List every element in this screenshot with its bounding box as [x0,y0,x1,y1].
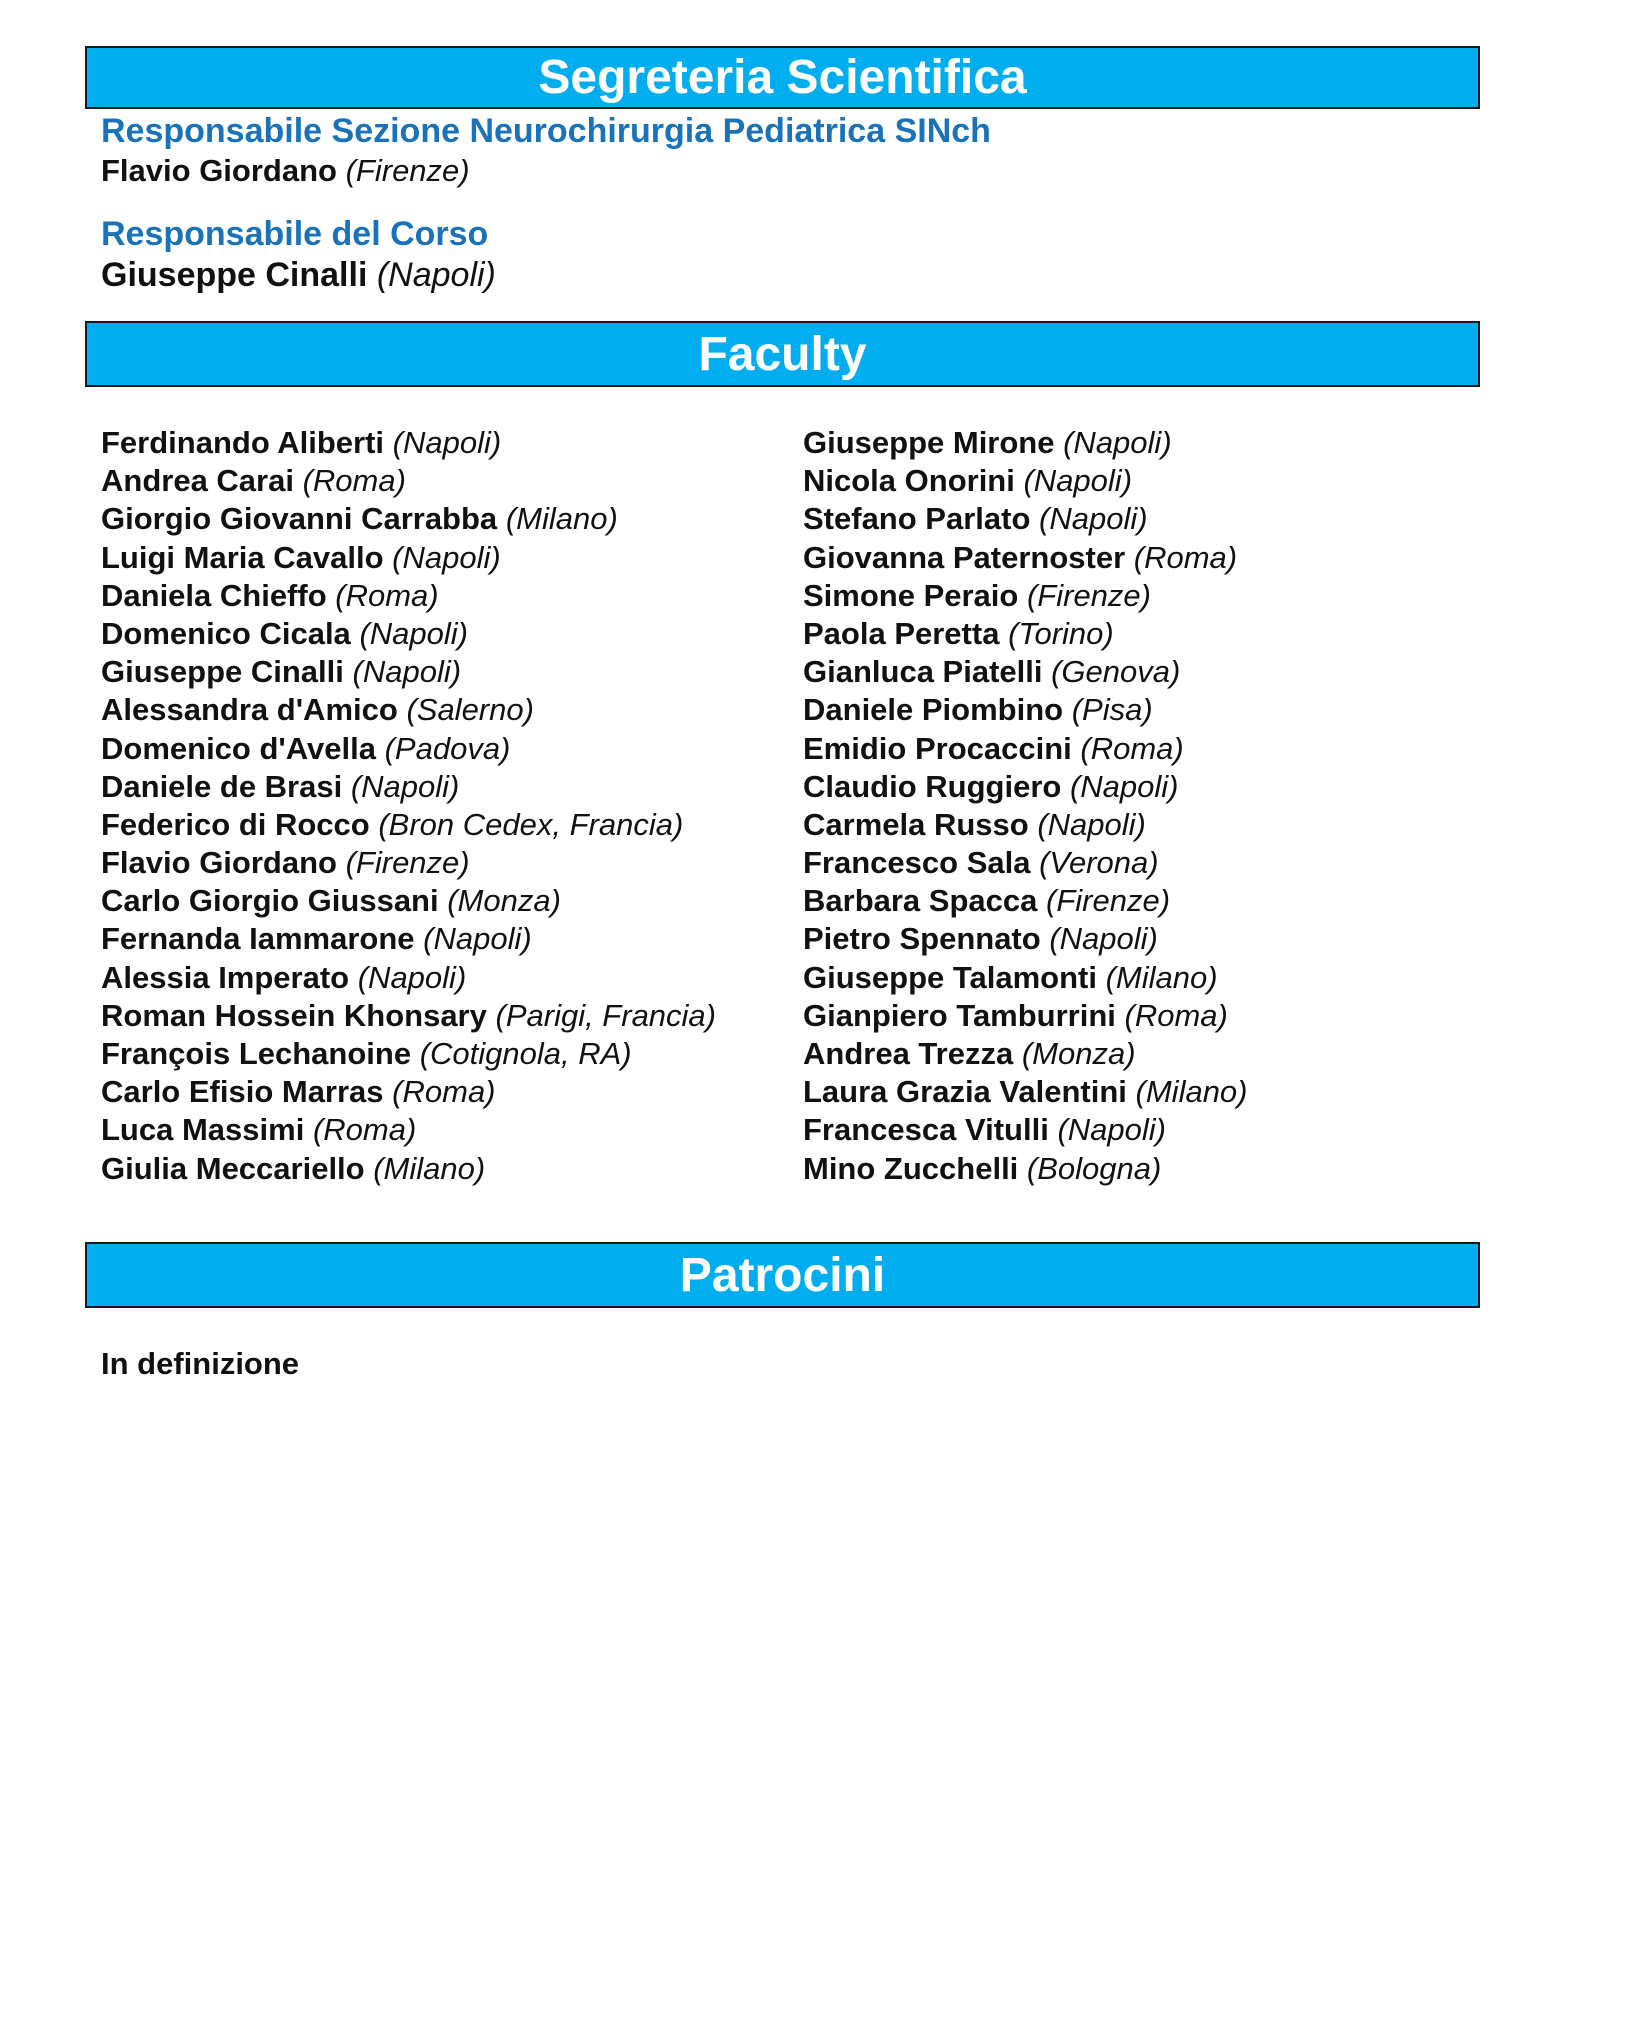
faculty-member-city: (Napoli) [352,654,462,690]
faculty-member [803,882,1248,920]
faculty-member [101,615,716,653]
faculty-heading [85,321,1480,387]
faculty-member-name: Giuseppe Talamonti [803,959,1097,995]
faculty-member-city: (Milano) [1105,959,1218,995]
patrocini-heading-text: Patrocini [679,1248,886,1302]
faculty-member-city: (Torino) [1008,615,1114,651]
faculty-member [803,1150,1248,1188]
faculty-member-city: (Napoli) [1063,425,1172,460]
faculty-member [803,959,1248,997]
faculty-member [803,1035,1248,1073]
faculty-member [101,730,716,768]
faculty-member-city: (Cotignola, RA) [419,1036,632,1071]
patrocini-status: In definizione [101,1346,300,1381]
faculty-member-name: Roman Hossein Khonsary [101,997,487,1033]
faculty-member-name: Daniela Chieffo [101,577,327,613]
segreteria-heading [85,46,1480,109]
faculty-member-name: Alessia Imperato [101,959,350,995]
faculty-member-city: (Roma) [1133,539,1238,575]
faculty-member-city: (Firenze) [1046,883,1171,919]
faculty-member [101,577,716,615]
faculty-member-city: (Roma) [312,1112,417,1148]
faculty-member-city: (Milano) [1135,1074,1248,1110]
faculty-member [101,691,716,729]
faculty-member [101,1073,716,1111]
faculty-member [803,653,1248,691]
faculty-member-name: Luigi Maria Cavallo [101,539,384,575]
faculty-member [803,691,1248,729]
faculty-member [101,768,716,806]
faculty-member-name: Andrea Carai [101,463,294,499]
faculty-member-city: (Napoli) [423,921,532,957]
faculty-member-city: (Napoli) [1057,1112,1166,1148]
faculty-member [803,730,1248,768]
faculty-member [803,920,1248,958]
faculty-member [101,462,716,500]
faculty-member-name: Nicola Onorini [803,463,1015,499]
role-title-corso: Responsabile del Corso [101,215,489,253]
faculty-member-city: (Firenze) [345,845,470,881]
faculty-member-name: Mino Zucchelli [803,1150,1019,1186]
faculty-member-city: (Napoli) [359,615,468,651]
faculty-member [101,920,716,958]
faculty-member-city: (Napoli) [1049,921,1158,957]
faculty-member-name: Carmela Russo [803,806,1029,842]
faculty-member-name: Domenico Cicala [101,615,351,651]
segreteria-heading-text: Segreteria Scientifica [538,51,1027,104]
faculty-list-left [101,424,716,1188]
faculty-member-name: Giuseppe Cinalli [101,654,344,690]
faculty-member [101,882,716,920]
faculty-member-name: Giovanna Paternoster [803,539,1126,575]
faculty-member [803,1073,1248,1111]
faculty-list-right [803,424,1248,1188]
faculty-member [101,997,716,1035]
faculty-member-city: (Roma) [302,463,406,499]
faculty-member-name: Gianluca Piatelli [803,654,1043,690]
faculty-member-name: Stefano Parlato [803,501,1031,537]
faculty-member [803,424,1248,462]
faculty-member-name: Daniele Piombino [803,692,1064,728]
faculty-member-name: François Lechanoine [101,1036,412,1071]
role-person-corso [101,256,496,295]
faculty-member-name: Emidio Procaccini [803,730,1072,766]
faculty-member [101,844,716,882]
faculty-member-name: Carlo Efisio Marras [101,1074,384,1110]
faculty-member [803,768,1248,806]
faculty-member [101,653,716,691]
faculty-member-name: Gianpiero Tamburrini [803,997,1116,1033]
person-name: Flavio Giordano [101,153,337,188]
faculty-member-city: (Pisa) [1071,692,1153,728]
faculty-member-name: Claudio Ruggiero [803,768,1062,804]
faculty-member-name: Fernanda Iammarone [101,921,415,957]
faculty-member-name: Ferdinando Aliberti [101,425,385,460]
faculty-member [803,997,1248,1035]
role-title-sezione: Responsabile Sezione Neurochirurgia Pediatrica SINch [101,112,991,150]
faculty-member-city: (Genova) [1051,654,1181,690]
faculty-member-name: Paola Peretta [803,615,1000,651]
faculty-member-city: (Verona) [1039,845,1159,881]
faculty-member-name: Pietro Spennato [803,921,1041,957]
faculty-member-name: Barbara Spacca [803,883,1038,919]
faculty-member-name: Giorgio Giovanni Carrabba [101,501,498,537]
faculty-member-city: (Napoli) [1069,768,1179,804]
faculty-member-name: Simone Peraio [803,577,1019,613]
person-name: Giuseppe Cinalli [101,256,368,294]
faculty-member [803,539,1248,577]
faculty-member [803,577,1248,615]
faculty-member-city: (Firenze) [1026,577,1151,613]
faculty-member-name: Domenico d'Avella [101,730,376,766]
faculty-member-city: (Napoli) [1039,501,1148,537]
faculty-member-name: Francesco Sala [803,845,1031,881]
faculty-member-city: (Napoli) [357,959,467,995]
faculty-member-name: Laura Grazia Valentini [803,1074,1127,1110]
faculty-member [803,500,1248,538]
faculty-member [101,539,716,577]
faculty-member-city: (Monza) [1021,1036,1136,1071]
faculty-member [803,462,1248,500]
faculty-member-city: (Bologna) [1026,1150,1162,1186]
faculty-member-name: Federico di Rocco [101,806,370,842]
faculty-member [101,806,716,844]
faculty-member-name: Giulia Meccariello [101,1150,365,1186]
role-person-sezione [101,153,470,189]
faculty-member-name: Andrea Trezza [803,1036,1014,1071]
faculty-member-city: (Roma) [335,577,439,613]
faculty-member-city: (Roma) [1080,730,1184,766]
faculty-member-city: (Napoli) [1023,463,1133,499]
faculty-member [803,806,1248,844]
faculty-member-city: (Parigi, Francia) [495,997,716,1033]
faculty-member [101,500,716,538]
faculty-heading-text: Faculty [698,327,867,381]
faculty-member-city: (Roma) [1124,997,1228,1033]
faculty-member [803,844,1248,882]
faculty-member [803,1111,1248,1149]
faculty-member [803,615,1248,653]
faculty-member-name: Luca Massimi [101,1112,305,1148]
faculty-member-city: (Monza) [447,883,561,919]
faculty-member-name: Flavio Giordano [101,845,337,881]
faculty-member [101,424,716,462]
faculty-member-city: (Milano) [505,501,618,537]
faculty-member-city: (Napoli) [350,768,460,804]
faculty-member-city: (Napoli) [392,539,501,575]
person-city: (Firenze) [345,153,470,188]
faculty-member-city: (Padova) [384,730,511,766]
faculty-member-city: (Salerno) [406,692,534,728]
faculty-member-city: (Roma) [392,1074,496,1110]
faculty-member-name: Giuseppe Mirone [803,425,1055,460]
faculty-member [101,959,716,997]
faculty-member-city: (Napoli) [1037,806,1146,842]
faculty-member [101,1111,716,1149]
faculty-member [101,1035,716,1073]
faculty-member-city: (Bron Cedex, Francia) [378,806,684,842]
patrocini-heading [85,1242,1480,1308]
faculty-member-name: Carlo Giorgio Giussani [101,883,439,919]
faculty-member-name: Daniele de Brasi [101,768,343,804]
faculty-member-name: Alessandra d'Amico [101,692,398,728]
person-city: (Napoli) [376,256,496,294]
faculty-member-name: Francesca Vitulli [803,1112,1049,1148]
faculty-member [101,1150,716,1188]
faculty-member-city: (Milano) [373,1150,486,1186]
faculty-member-city: (Napoli) [392,425,502,460]
